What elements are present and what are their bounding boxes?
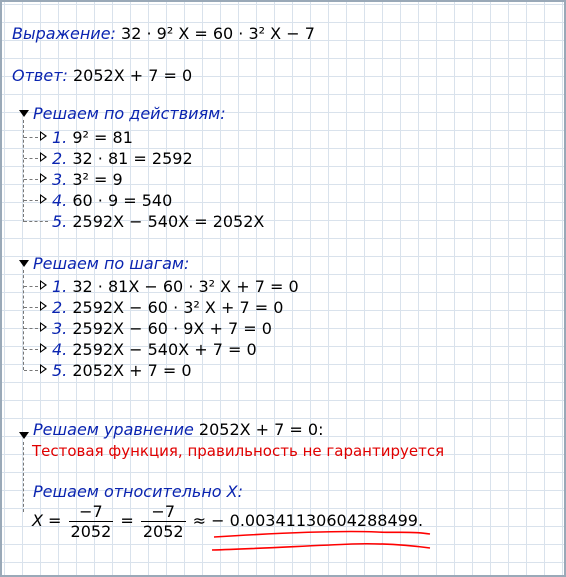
step-text: 3² = 9 [72,170,123,189]
approx-value: ≈ − 0.00341130604288499. [192,511,424,530]
step-text: 2592X − 60 · 3² X + 7 = 0 [72,298,284,317]
numerator: −7 [141,502,186,522]
solve-equation-expr: 2052X + 7 = 0: [198,420,324,439]
step-number: 1. [52,128,68,147]
step-number: 5. [52,212,68,231]
by-actions-header: Решаем по действиям: [33,104,226,123]
step-text: 2592X − 60 · 9X + 7 = 0 [72,319,272,338]
solve-equation-label: Решаем уравнение [33,420,194,439]
equals-sign: = [120,511,134,530]
answer-value: 2052X + 7 = 0 [73,66,193,85]
step-number: 2. [52,298,68,317]
warning-message: Тестовая функция, правильность не гарантируется [32,442,445,460]
red-underline-annotation [2,2,564,575]
step-text: 9² = 81 [72,128,133,147]
step-number: 5. [52,361,68,380]
step-text: 2592X − 540X = 2052X [72,212,265,231]
step-number: 2. [52,149,68,168]
step-text: 32 · 81 = 2592 [72,149,193,168]
step-text: 32 · 81X − 60 · 3² X + 7 = 0 [72,277,299,296]
step-text: 2052X + 7 = 0 [72,361,192,380]
step-number: 3. [52,170,68,189]
answer-label: Ответ: [12,66,68,85]
step-text: 60 · 9 = 540 [72,191,173,210]
step-number: 1. [52,277,68,296]
expression-label: Выражение: [12,24,116,43]
solve-for-header: Решаем относительно X: [33,482,243,501]
denominator: 2052 [142,522,184,541]
step-number: 4. [52,191,68,210]
by-steps-header: Решаем по шагам: [33,254,190,273]
denominator: 2052 [70,522,112,541]
expression-value: 32 · 9² X = 60 · 3² X − 7 [121,24,315,43]
step-number: 3. [52,319,68,338]
step-number: 4. [52,340,68,359]
result-lhs: X = [32,511,62,530]
numerator: −7 [69,502,114,522]
step-text: 2592X − 540X + 7 = 0 [72,340,257,359]
